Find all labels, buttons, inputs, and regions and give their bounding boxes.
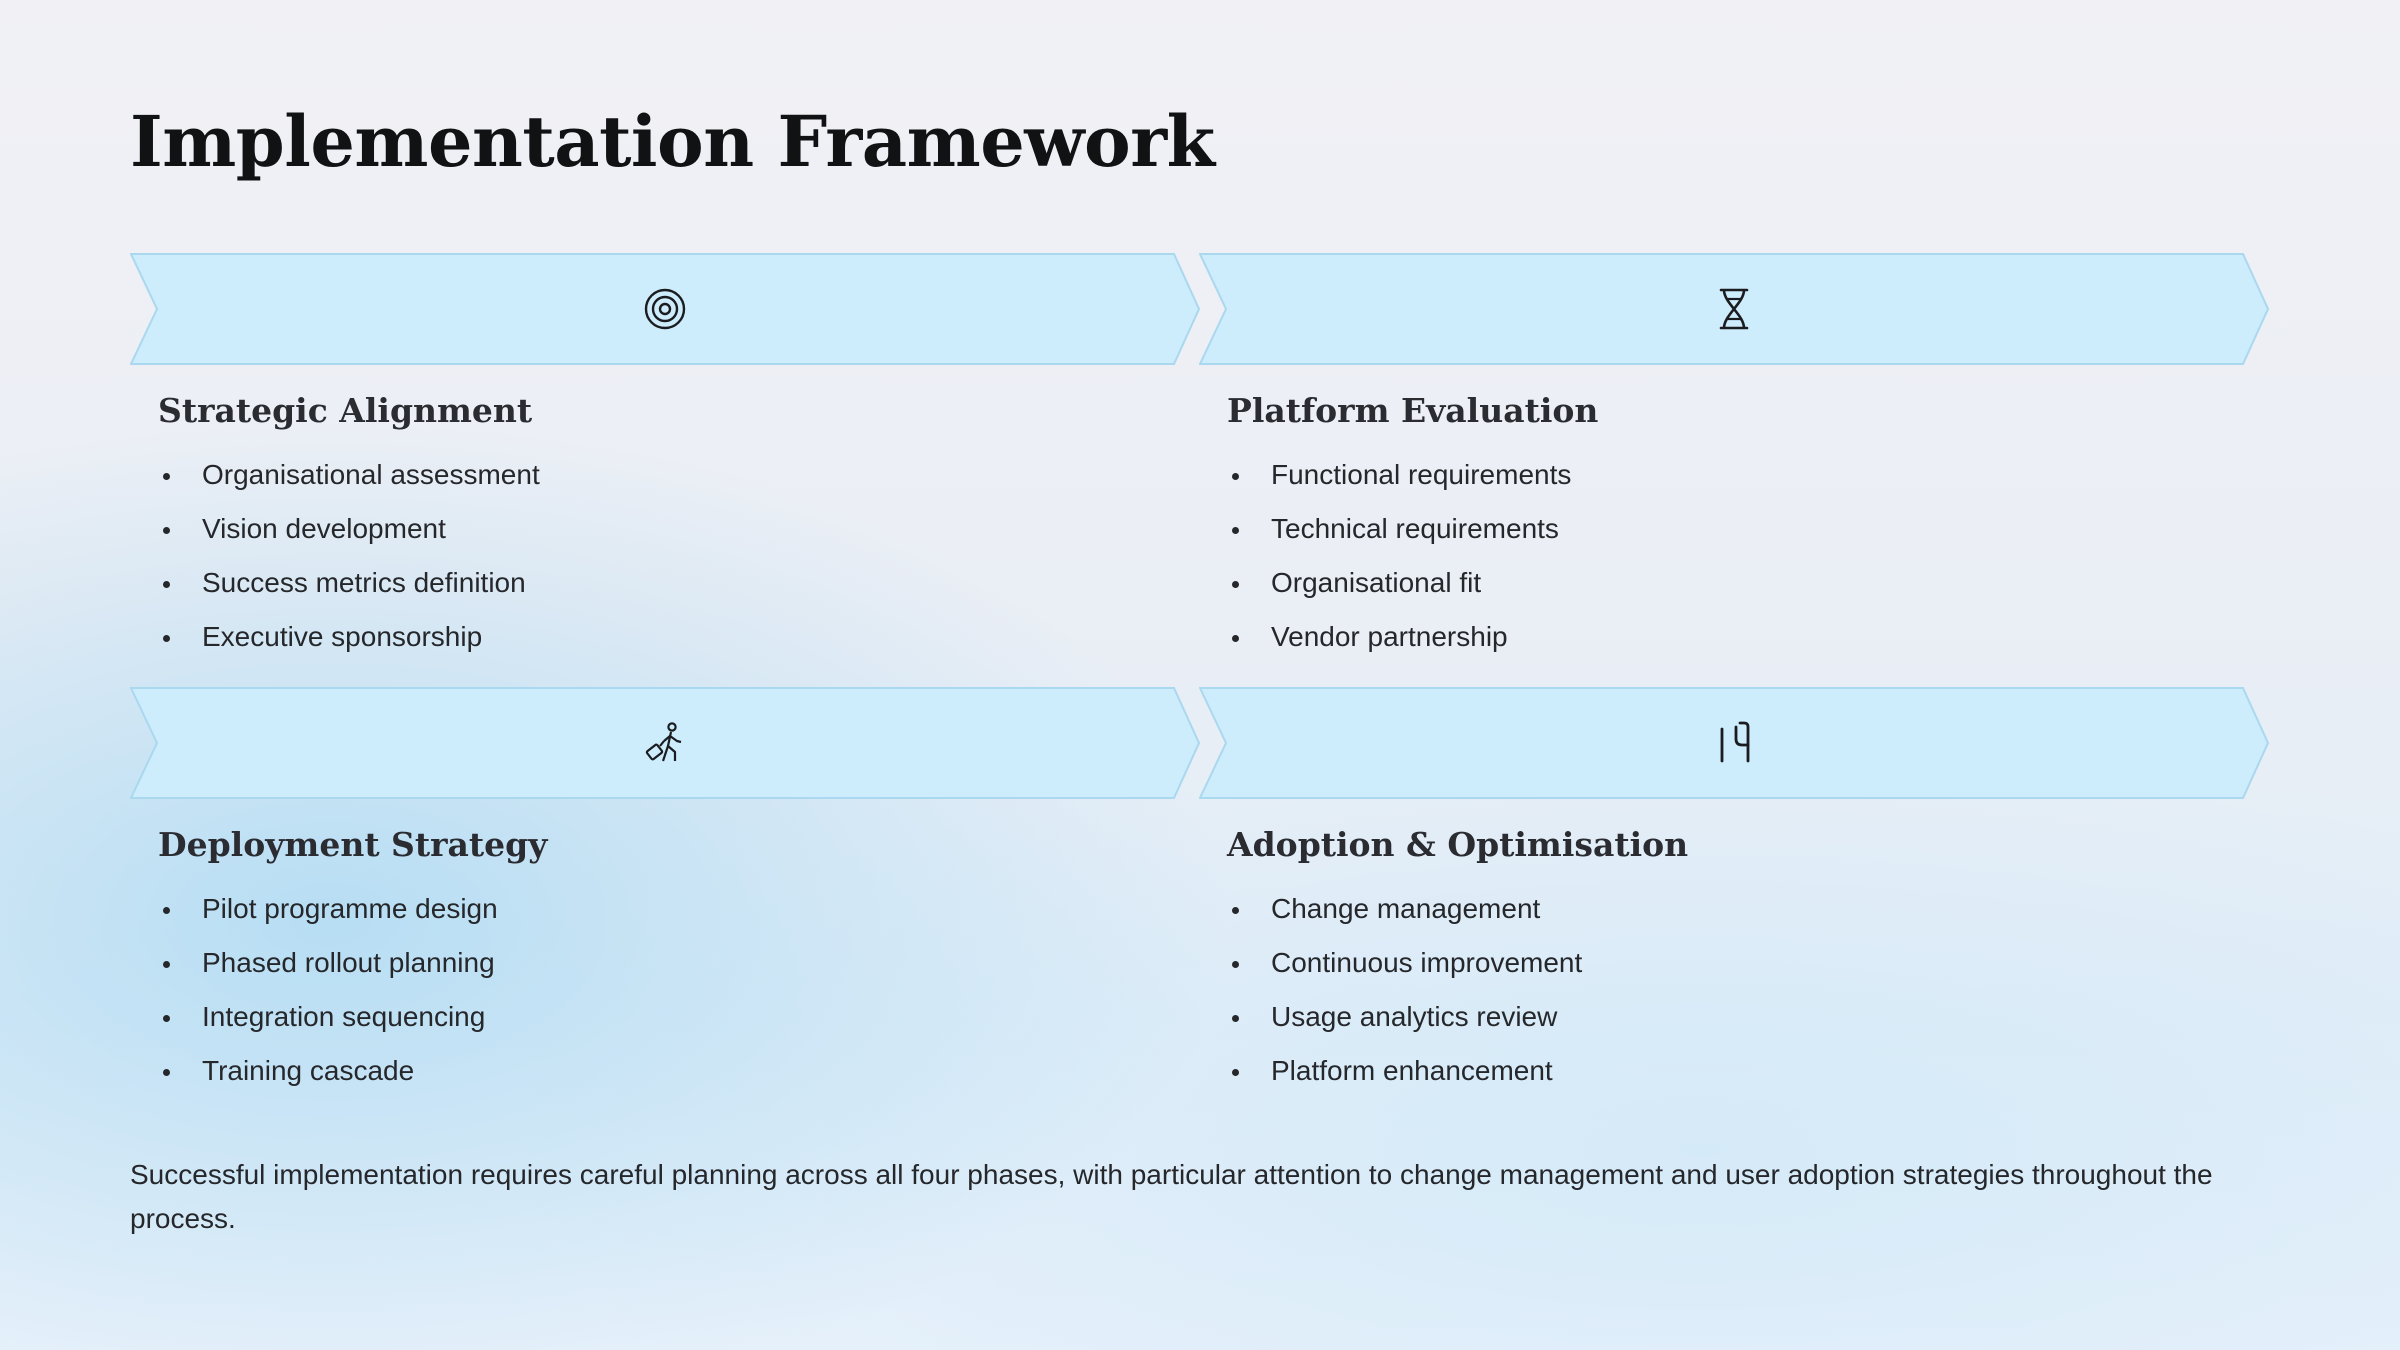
list-item: Success metrics definition (158, 556, 1200, 610)
phase-card-strategic-alignment (130, 253, 1200, 664)
list-item: Training cascade (158, 1044, 1200, 1098)
phase-item-list (1227, 882, 2269, 1098)
list-item: Vendor partnership (1227, 610, 2269, 664)
list-item: Organisational assessment (158, 448, 1200, 502)
phase-item-list (1227, 448, 2269, 664)
list-item: Vision development (158, 502, 1200, 556)
list-item: Integration sequencing (158, 990, 1200, 1044)
summary-text: Successful implementation requires careful planning across all four phases, with particular attention to change management and user adoption strategies throughout the process. (130, 1159, 2213, 1234)
page-title: Implementation Framework (130, 100, 1215, 183)
list-item: Phased rollout planning (158, 936, 1200, 990)
list-item: Executive sponsorship (158, 610, 1200, 664)
list-item: Platform enhancement (1227, 1044, 2269, 1098)
phase-heading: Strategic Alignment (158, 391, 533, 430)
phase-banner (1199, 687, 2269, 799)
list-item: Change management (1227, 882, 2269, 936)
dna-icon (1710, 285, 1758, 333)
phase-heading: Adoption & Optimisation (1227, 825, 1689, 864)
phase-card-platform-evaluation (1199, 253, 2269, 664)
target-icon (641, 285, 689, 333)
phase-card-adoption-optimisation (1199, 687, 2269, 1098)
list-item: Continuous improvement (1227, 936, 2269, 990)
phase-card-deployment-strategy (130, 687, 1200, 1098)
list-item: Technical requirements (1227, 502, 2269, 556)
list-item: Organisational fit (1227, 556, 2269, 610)
phase-item-list (158, 882, 1200, 1098)
phase-banner (1199, 253, 2269, 365)
list-item: Pilot programme design (158, 882, 1200, 936)
hook-icon (1710, 719, 1758, 767)
phase-heading: Platform Evaluation (1227, 391, 1599, 430)
list-item: Functional requirements (1227, 448, 2269, 502)
phase-banner (130, 253, 1200, 365)
phase-item-list (158, 448, 1200, 664)
phase-heading: Deployment Strategy (158, 825, 548, 864)
phase-banner (130, 687, 1200, 799)
traveller-icon (641, 719, 689, 767)
list-item: Usage analytics review (1227, 990, 2269, 1044)
